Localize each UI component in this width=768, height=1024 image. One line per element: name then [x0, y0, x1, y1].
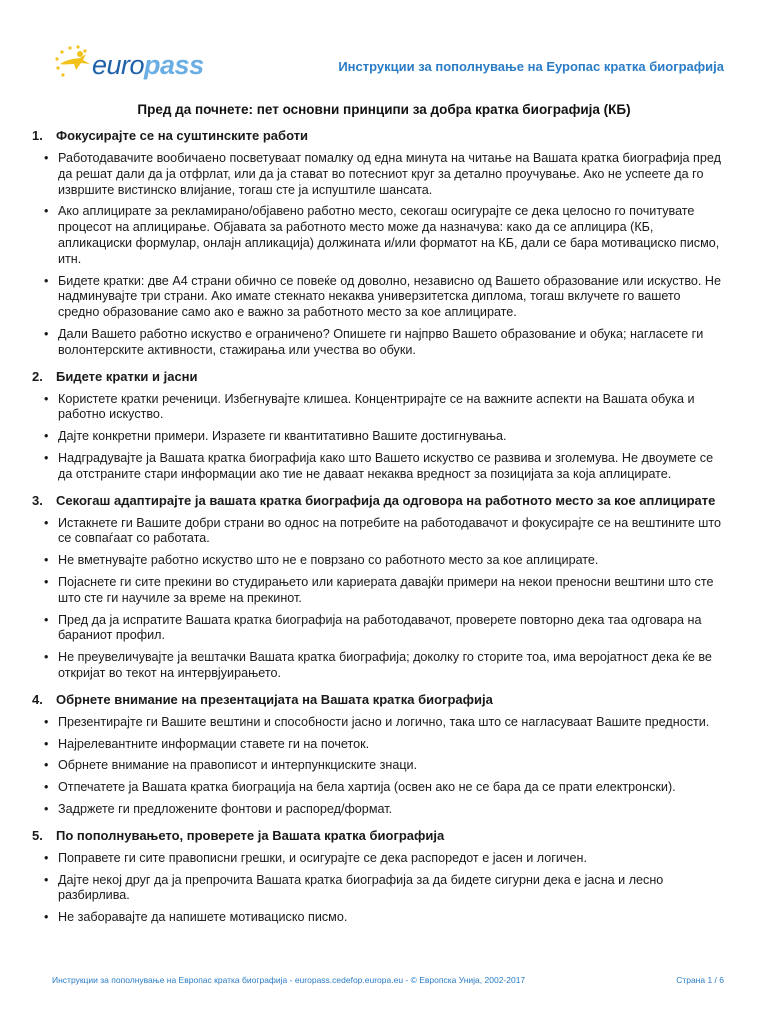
list-item: [32, 392, 722, 424]
bullet-icon: •: [44, 151, 49, 165]
list-item: [32, 715, 722, 731]
list-item: [32, 910, 722, 926]
list-item: [32, 802, 722, 818]
bullet-icon: •: [44, 714, 49, 729]
list-item: [32, 650, 722, 682]
page-number: Страна 1 / 6: [676, 975, 724, 985]
europass-figure-icon: [50, 42, 98, 82]
bullet-icon: •: [44, 574, 49, 589]
bullet-text: Најрелевантните информации ставете ги на почеток.: [58, 736, 370, 751]
section-heading: [32, 828, 722, 844]
bullet-icon: •: [44, 273, 49, 288]
header-title: Инструкции за пополнување на Еуропас кратка биографија: [338, 59, 724, 74]
bullet-icon: •: [44, 910, 49, 925]
list-item: [32, 327, 722, 359]
bullet-icon: •: [44, 758, 49, 773]
bullet-text: Задржете ги предложените фонтови и распоред/формат.: [58, 801, 393, 816]
bullet-text: Користете кратки реченици. Избегнувајте клишеа. Концентрирајте се на важните аспекти на Вашата обука и работно искуство.: [58, 391, 695, 422]
bullet-list: [32, 715, 722, 818]
page-footer: [52, 975, 724, 989]
bullet-list: [32, 851, 722, 926]
list-item: [32, 851, 722, 867]
logo-wordmark: [92, 50, 204, 80]
bullet-list: [32, 516, 722, 682]
list-item: [32, 204, 722, 267]
logo-text-pass: pass: [144, 50, 204, 80]
bullet-icon: •: [44, 650, 49, 665]
bullet-text: Појаснете ги сите прекини во студирањето или кариерата давајќи примери на некои преносни вештини што сте што сте ги научиле за време на прекинот.: [58, 574, 714, 605]
bullet-icon: •: [44, 391, 49, 406]
list-item: [32, 516, 722, 548]
list-item: [32, 758, 722, 774]
bullet-text: Бидете кратки: две А4 страни обично се повеќе од доволно, независно од Вашето образование или искуство. Не надминувајте три страни. Ако имате стекнато некаква универзитетска диплома, тогаш вклучете го вашето средно образование само ако е важно за работното место за кое аплицирате.: [58, 273, 722, 320]
bullet-text: Поправете ги сите правописни грешки, и осигурајте се дека распоредот е јасен и логичен.: [58, 850, 587, 865]
bullet-text: Пред да ја испратите Вашата кратка биографија на работодавачот, проверете повторно дека таа одговара на бараниот профил.: [58, 612, 702, 643]
bullet-text: Работодавачите вообичаено посветуваат помалку од една минута на читање на Вашата кратка биографија пред да решат дали да ја отфрлат, или да ја стават во потесниот круг за детално проучување. Ако не успеете да го извршите вистинско влијание, тогаш сте ја испуштиле шансата.: [58, 151, 721, 197]
bullet-icon: •: [44, 850, 49, 865]
bullet-icon: •: [44, 872, 49, 887]
bullet-icon: •: [44, 553, 49, 568]
bullet-icon: •: [44, 515, 49, 530]
bullet-icon: •: [44, 801, 49, 816]
list-item: [32, 575, 722, 607]
section-number: 2.: [32, 368, 43, 384]
bullet-text: Дали Вашето работно искуство е ограничено? Опишете ги најпрво Вашето образование и обука; нагласете ги волонтерските активности, стажирања или учества во обуки.: [58, 326, 704, 357]
bullet-icon: •: [44, 450, 49, 465]
list-item: [32, 873, 722, 905]
logo-text-euro: euro: [92, 50, 145, 80]
bullet-text: Отпечатете ја Вашата кратка биограција на бела хартија (освен ако не се бара да се прати електронски).: [58, 780, 676, 795]
bullet-icon: •: [44, 780, 49, 795]
bullet-text: Истакнете ги Вашите добри страни во однос на потребите на работодавачот и фокусирајте се на вештините што се совпаѓаат со работата.: [58, 515, 722, 546]
bullet-text: Дајте некој друг да ја препрочита Вашата кратка биографија за да бидете сигурни дека е јасна и лесно разбирлива.: [58, 872, 664, 903]
bullet-list: [32, 151, 722, 359]
bullet-text: Дајте конкретни примери. Изразете ги квантитативно Вашите достигнувања.: [58, 429, 507, 444]
principles-content: [32, 124, 722, 932]
list-item: [32, 429, 722, 445]
section-number: 5.: [32, 827, 43, 843]
list-item: [32, 274, 722, 321]
bullet-icon: •: [44, 736, 49, 751]
list-item: [32, 737, 722, 753]
list-item: [32, 451, 722, 483]
bullet-text: Не преувеличувајте ја вештачки Вашата кратка биографија; доколку го сторите тоа, има веројатност дека ќе ве откријат во текот на интервјуирањето.: [58, 650, 712, 680]
section-heading: [32, 128, 722, 144]
list-item: [32, 613, 722, 645]
bullet-text: Надградувајте ја Вашата кратка биографија како што Вашето искуство се развива и зголемува. Не двоумете се да отстраните стари информации ако тие не даваат некаква вредност за позицијата за која аплицирате.: [58, 450, 714, 481]
section-title: По пополнувањето, проверете ја Вашата кратка биографија: [56, 827, 445, 843]
bullet-text: Презентирајте ги Вашите вештини и способности јасно и логично, така што се нагласуваат Вашите предности.: [58, 714, 710, 729]
bullet-icon: •: [44, 429, 49, 444]
section-heading: [32, 493, 722, 509]
section-number: 4.: [32, 691, 43, 707]
bullet-text: Обрнете внимание на правописот и интерпункциските знаци.: [58, 758, 418, 773]
list-item: [32, 553, 722, 569]
page-title: Пред да почнете: пет основни принципи за добра кратка биографија (КБ): [137, 102, 631, 117]
section-number: 3.: [32, 492, 43, 508]
section-heading: [32, 369, 722, 385]
europass-logo: [50, 42, 204, 82]
bullet-text: Не вметнувајте работно искуство што не е поврзано со работното место за кое аплицирате.: [58, 553, 599, 568]
page-header: [0, 0, 768, 90]
section-title: Фокусирајте се на суштинските работи: [56, 128, 309, 143]
section-title: Секогаш адаптирајте ја вашата кратка биографија да одговора на работното место за кое аплицирате: [56, 492, 716, 508]
section-heading: [32, 692, 722, 708]
footer-text: Инструкции за пополнување на Европас кратка биографија - europass.cedefop.europa.eu - © Европска Унија, 2002-2017: [52, 975, 526, 985]
bullet-icon: •: [44, 326, 49, 341]
bullet-text: Ако аплицирате за рекламирано/објавено работно место, секогаш осигурајте се дека целосно го почитувате процесот на аплицирање. Објавата за работното место може да назначува: како да се аплицира (КБ, апликациски формулар, онлајн апликација) должината и/или форматот на КБ, дали се бара мотивациско писмо, итн.: [58, 204, 720, 266]
section-title: Бидете кратки и јасни: [56, 368, 198, 384]
section-number: 1.: [32, 128, 43, 143]
bullet-text: Не заборавајте да напишете мотивациско писмо.: [58, 910, 348, 925]
list-item: [32, 151, 722, 198]
section-title: Обрнете внимание на презентацијата на Вашата кратка биографија: [56, 691, 493, 707]
bullet-icon: •: [44, 612, 49, 627]
list-item: [32, 780, 722, 796]
bullet-icon: •: [44, 204, 49, 219]
bullet-list: [32, 392, 722, 483]
